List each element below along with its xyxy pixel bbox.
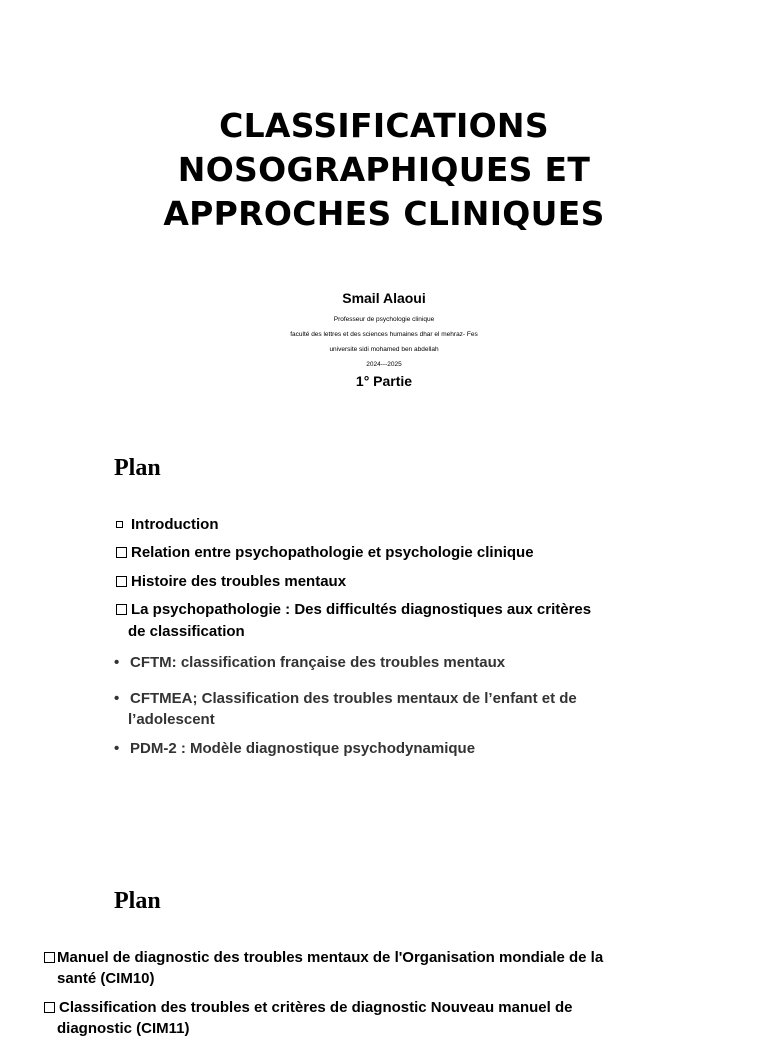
affiliation-line: universite sidi mohamed ben abdellah (329, 346, 439, 353)
plan-item-continuation: santé (CIM10) (57, 970, 155, 987)
plan-item (116, 572, 346, 592)
plan-item (114, 689, 577, 709)
checkbox-square-icon (116, 521, 123, 528)
bullet-icon: • (114, 690, 120, 707)
plan-item-text: Classification des troubles et critères de diagnostic Nouveau manuel de (59, 999, 573, 1016)
plan-item (116, 515, 218, 535)
plan-item-text: La psychopathologie : Des difficultés diagnostiques aux critères (131, 601, 592, 618)
slide-title (0, 104, 768, 236)
plan-item (114, 739, 475, 759)
title-line: NOSOGRAPHIQUES ET (177, 150, 591, 189)
plan-item (44, 998, 572, 1018)
checkbox-square-icon (44, 1002, 55, 1013)
plan-item (116, 600, 591, 620)
plan-item-text: Introduction (131, 516, 219, 533)
plan-item-continuation: diagnostic (CIM11) (57, 1020, 190, 1037)
plan-item (114, 653, 505, 673)
plan-slide-continued (0, 840, 768, 1037)
checkbox-square-icon (44, 952, 55, 963)
plan-item-text: CFTMEA; Classification des troubles mentaux de l’enfant et de (130, 690, 577, 707)
plan-heading: Plan (114, 455, 161, 481)
checkbox-square-icon (116, 547, 127, 558)
affiliation-line: faculté des lettres et des sciences humaines dhar el mehraz- Fes (290, 331, 478, 338)
affiliation-line: Professeur de psychologie clinique (333, 316, 435, 323)
bullet-icon: • (114, 654, 120, 671)
title-slide (0, 0, 768, 420)
plan-slide (0, 420, 768, 840)
plan-item-text: CFTM: classification française des troubles mentaux (130, 654, 506, 671)
title-line: CLASSIFICATIONS (219, 106, 549, 145)
part-label: 1° Partie (355, 373, 413, 389)
checkbox-square-icon (116, 576, 127, 587)
title-line: APPROCHES CLINIQUES (163, 194, 605, 233)
plan-item-text: PDM-2 : Modèle diagnostique psychodynamique (130, 740, 476, 757)
author-name: Smail Alaoui (342, 290, 426, 306)
plan-heading: Plan (114, 888, 161, 914)
plan-item-continuation: de classification (128, 623, 245, 640)
plan-item-continuation: l’adolescent (128, 711, 215, 728)
academic-year: 2024---2025 (366, 361, 402, 368)
bullet-icon: • (114, 740, 120, 757)
plan-item (116, 543, 534, 563)
plan-item-text: Manuel de diagnostic des troubles mentaux de l'Organisation mondiale de la (57, 949, 604, 966)
plan-item-text: Histoire des troubles mentaux (131, 573, 347, 590)
plan-item (44, 948, 603, 968)
checkbox-square-icon (116, 604, 127, 615)
plan-item-text: Relation entre psychopathologie et psychologie clinique (131, 544, 534, 561)
